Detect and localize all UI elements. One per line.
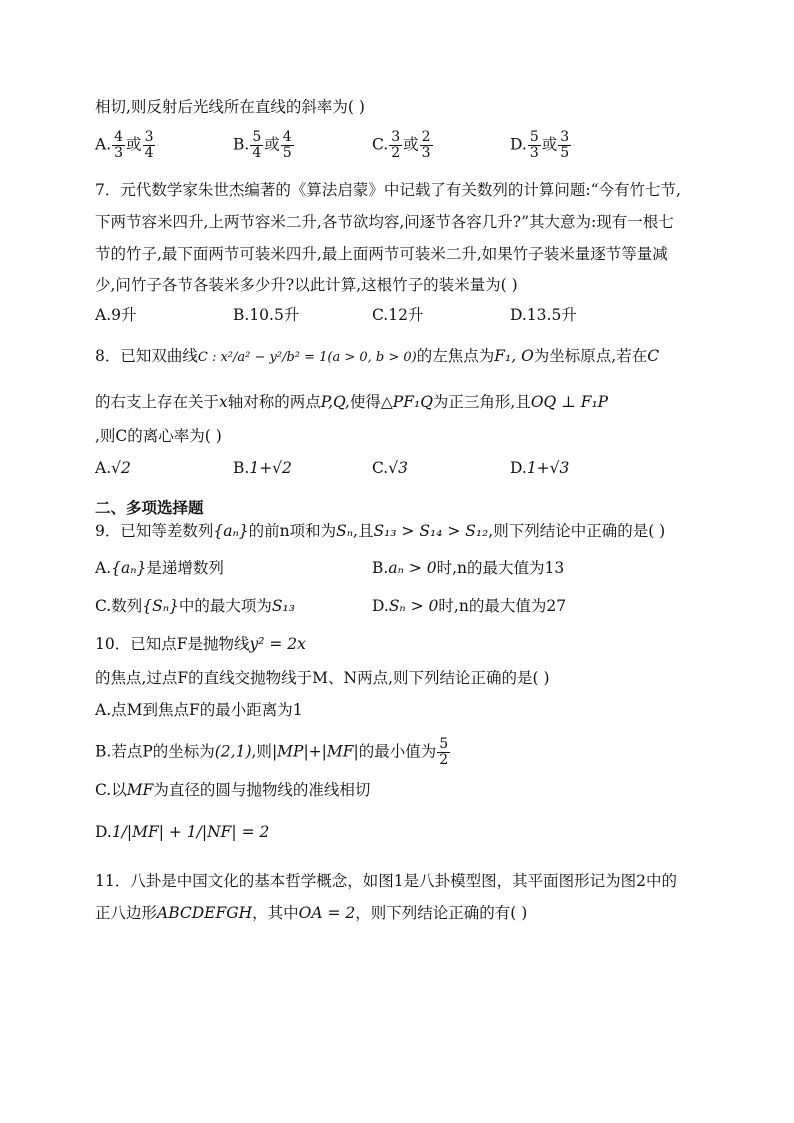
q8-option-a[interactable]: A.√2 <box>95 459 131 477</box>
q6-option-b[interactable]: B. $\frac{5}{4}$ 或 $\frac{4}{5}$ <box>233 129 292 161</box>
q8-option-b[interactable]: B.1+√2 <box>233 459 292 477</box>
q8-line-3: ,则C的离心率为( ) <box>95 427 222 445</box>
q10-option-d[interactable]: D.1/|MF| + 1/|NF| = 2 <box>95 823 270 841</box>
q10-line-2: 的焦点,过点F的直线交抛物线于M、N两点,则下列结论正确的是( ) <box>95 669 550 687</box>
q8-line-2: 的右支上存在关于x轴对称的两点P,Q,使得△PF₁Q为正三角形,且OQ ⊥ F₁P <box>95 393 609 411</box>
q6-tail-text: 相切,则反射后光线所在直线的斜率为( ) <box>95 98 365 116</box>
q7-option-c[interactable]: C.12升 <box>372 306 424 324</box>
q6-option-c[interactable]: C. $\frac{3}{2}$ 或 $\frac{2}{3}$ <box>372 129 431 161</box>
q11-line-2: 正八边形ABCDEFGH，其中OA = 2，则下列结论正确的有( ) <box>95 904 528 922</box>
fraction: $\frac{4}{3}$ <box>114 129 124 161</box>
q7-line-2: 下两节容米四升,上两节容米二升,各节欲均容,问逐节各容几升?”其大意为:现有一根七 <box>95 213 674 231</box>
q10-option-c[interactable]: C.以MF为直径的圆与抛物线的准线相切 <box>95 781 371 799</box>
q8-option-c[interactable]: C.√3 <box>372 459 408 477</box>
q9-option-b[interactable]: B.aₙ > 0时,n的最大值为13 <box>372 559 565 577</box>
q9-option-c[interactable]: C.数列{Sₙ}中的最大项为S₁₃ <box>95 597 295 615</box>
q7-line-4: 少,问竹子各节各装米多少升?以此计算,这根竹子的装米量为( ) <box>95 276 518 294</box>
q10-line-1: 10．已知点F是抛物线y² = 2x <box>95 635 306 653</box>
q9-stem: 9．已知等差数列{aₙ}的前n项和为Sₙ,且S₁₃ > S₁₄ > S₁₂,则下列结论中正确的是( ) <box>95 522 666 540</box>
hyperbola-equation: C : x²/a² − y²/b² = 1(a > 0, b > 0) <box>197 350 417 365</box>
q11-line-1: 11．八卦是中国文化的基本哲学概念，如图1是八卦模型图，其平面图形记为图2中的 <box>95 872 677 890</box>
q8-option-d[interactable]: D.1+√3 <box>510 459 570 477</box>
q7-option-b[interactable]: B.10.5升 <box>233 306 300 324</box>
q7-line-3: 节的竹子,最下面两节可装米四升,最上面两节可装米二升,如果竹子装米量逐节等量减 <box>95 245 668 263</box>
q6-option-a[interactable]: A. $\frac{4}{3}$ 或 $\frac{3}{4}$ <box>95 129 154 161</box>
q10-option-a[interactable]: A.点M到焦点F的最小距离为1 <box>95 701 303 719</box>
section-heading: 二、多项选择题 <box>95 499 204 517</box>
q9-option-d[interactable]: D.Sₙ > 0时,n的最大值为27 <box>372 597 567 615</box>
q8-line-1: 8．已知双曲线C : x²/a² − y²/b² = 1(a > 0, b > 0)的左焦点为F₁, O为坐标原点,若在C <box>95 347 660 365</box>
q7-option-d[interactable]: D.13.5升 <box>510 306 577 324</box>
q10-option-b[interactable]: B.若点P的坐标为(2,1),则|MP|+|MF|的最小值为 $\frac{5}{2}$ <box>95 736 449 768</box>
q7-line-1: 7．元代数学家朱世杰编著的《算法启蒙》中记载了有关数列的计算问题:“今有竹七节, <box>95 181 681 199</box>
q6-option-d[interactable]: D. $\frac{5}{3}$ 或 $\frac{3}{5}$ <box>510 129 570 161</box>
q9-option-a[interactable]: A.{aₙ}是递增数列 <box>95 559 224 577</box>
fraction: $\frac{3}{4}$ <box>144 129 154 161</box>
q7-option-a[interactable]: A.9升 <box>95 306 137 324</box>
